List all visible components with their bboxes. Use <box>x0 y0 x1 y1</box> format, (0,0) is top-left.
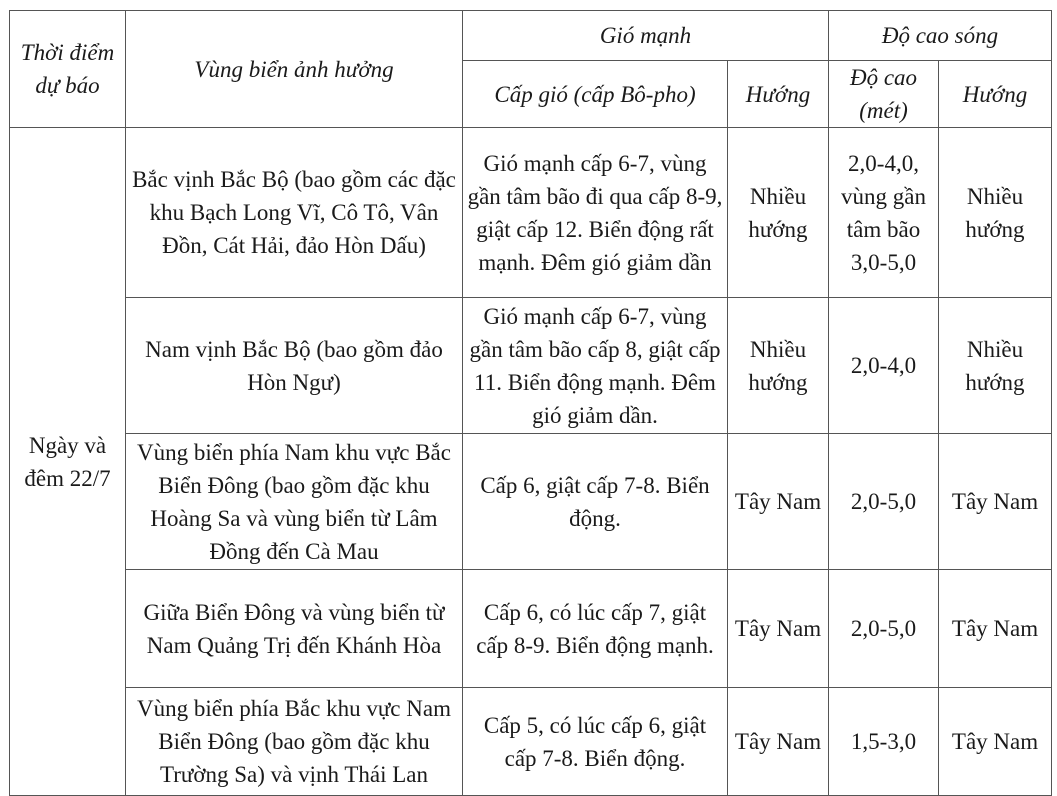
header-wind-direction <box>728 61 829 128</box>
wave-direction-text: Nhiều hướng <box>965 336 1025 395</box>
wind-direction-cell <box>728 434 829 570</box>
wave-direction-cell <box>939 688 1052 796</box>
wave-direction-text: Tây Nam <box>951 729 1039 754</box>
header-wind-direction-label: Hướng <box>745 81 811 107</box>
header-strong-wind <box>463 11 829 61</box>
wind-level-cell <box>463 570 728 688</box>
header-row-1 <box>10 11 1052 61</box>
wave-height-text: 2,0-5,0 <box>850 489 917 514</box>
header-wave-direction <box>939 61 1052 128</box>
wind-level-cell <box>463 434 728 570</box>
wind-direction-text: Nhiều hướng <box>748 336 808 395</box>
wind-direction-text: Tây Nam <box>734 729 822 754</box>
header-strong-wind-label: Gió mạnh <box>599 23 692 48</box>
region-cell <box>126 688 463 796</box>
region-text: Vùng biển phía Nam khu vực Bắc Biển Đông (bao gồm đặc khu Hoàng Sa và vùng biển từ Lâm Đồng đến Cà Mau <box>137 439 451 564</box>
region-text: Giữa Biển Đông và vùng biển từ Nam Quảng Trị đến Khánh Hòa <box>143 599 445 658</box>
region-cell <box>126 128 463 298</box>
wave-height-cell <box>829 298 939 434</box>
region-cell <box>126 298 463 434</box>
wind-level-cell <box>463 688 728 796</box>
wave-direction-cell <box>939 570 1052 688</box>
wave-height-text: 1,5-3,0 <box>850 729 917 754</box>
wind-direction-cell <box>728 688 829 796</box>
wind-level-text: Cấp 6, giật cấp 7-8. Biển động. <box>480 472 710 531</box>
wave-height-cell <box>829 128 939 298</box>
wind-direction-cell <box>728 570 829 688</box>
table-row <box>10 570 1052 688</box>
table-row <box>10 298 1052 434</box>
table-row <box>10 434 1052 570</box>
wind-level-cell <box>463 128 728 298</box>
header-wind-level <box>463 61 728 128</box>
wind-direction-text: Tây Nam <box>734 489 822 514</box>
header-wave-height-value-label: Độ cao (mét) <box>849 65 918 123</box>
wave-direction-text: Tây Nam <box>951 489 1039 514</box>
wind-level-text: Cấp 5, có lúc cấp 6, giật cấp 7-8. Biển động. <box>483 712 707 771</box>
wind-level-text: Gió mạnh cấp 6-7, vùng gần tâm bão cấp 8, giật cấp 11. Biển động mạnh. Đêm gió giảm dần. <box>469 303 721 428</box>
wind-direction-cell <box>728 298 829 434</box>
table-row <box>10 688 1052 796</box>
region-text: Vùng biển phía Bắc khu vực Nam Biển Đông (bao gồm đặc khu Trường Sa) và vịnh Thái Lan <box>137 696 451 787</box>
header-wind-level-label: Cấp gió (cấp Bô-pho) <box>494 81 696 107</box>
wind-level-text: Cấp 6, có lúc cấp 7, giật cấp 8-9. Biển động mạnh. <box>476 599 714 658</box>
wave-direction-cell <box>939 128 1052 298</box>
header-region-label: Vùng biển ảnh hưởng <box>194 56 394 82</box>
wind-level-text: Gió mạnh cấp 6-7, vùng gần tâm bão đi qua cấp 8-9, giật cấp 12. Biển động rất mạnh. Đêm gió giảm dần <box>467 150 723 275</box>
region-text: Bắc vịnh Bắc Bộ (bao gồm các đặc khu Bạch Long Vĩ, Cô Tô, Vân Đồn, Cát Hải, đảo Hòn Dấu) <box>132 167 456 258</box>
forecast-table <box>9 10 1052 796</box>
wave-height-text: 2,0-4,0 <box>850 353 917 378</box>
header-wave-height-value <box>829 61 939 128</box>
wave-height-cell <box>829 570 939 688</box>
header-time-label: Thời điểm dự báo <box>20 40 115 98</box>
wind-direction-cell <box>728 128 829 298</box>
wind-direction-text: Nhiều hướng <box>748 183 808 242</box>
wave-direction-text: Nhiều hướng <box>965 183 1025 242</box>
region-cell <box>126 434 463 570</box>
region-cell <box>126 570 463 688</box>
wave-height-text: 2,0-5,0 <box>850 616 917 641</box>
wave-height-cell <box>829 434 939 570</box>
table-row <box>10 128 1052 298</box>
header-wave-height-label: Độ cao sóng <box>881 23 999 48</box>
wave-height-cell <box>829 688 939 796</box>
region-text: Nam vịnh Bắc Bộ (bao gồm đảo Hòn Ngư) <box>145 336 443 395</box>
wave-direction-cell <box>939 298 1052 434</box>
header-time <box>10 11 126 128</box>
wave-height-text: 2,0-4,0, vùng gần tâm bão 3,0-5,0 <box>841 150 926 275</box>
header-region <box>126 11 463 128</box>
forecast-time: Ngày và đêm 22/7 <box>24 432 111 491</box>
header-wave-direction-label: Hướng <box>962 81 1028 107</box>
header-wave-height <box>829 11 1052 61</box>
wind-level-cell <box>463 298 728 434</box>
wave-direction-cell <box>939 434 1052 570</box>
wave-direction-text: Tây Nam <box>951 616 1039 641</box>
forecast-time-cell <box>10 128 126 796</box>
wind-direction-text: Tây Nam <box>734 616 822 641</box>
